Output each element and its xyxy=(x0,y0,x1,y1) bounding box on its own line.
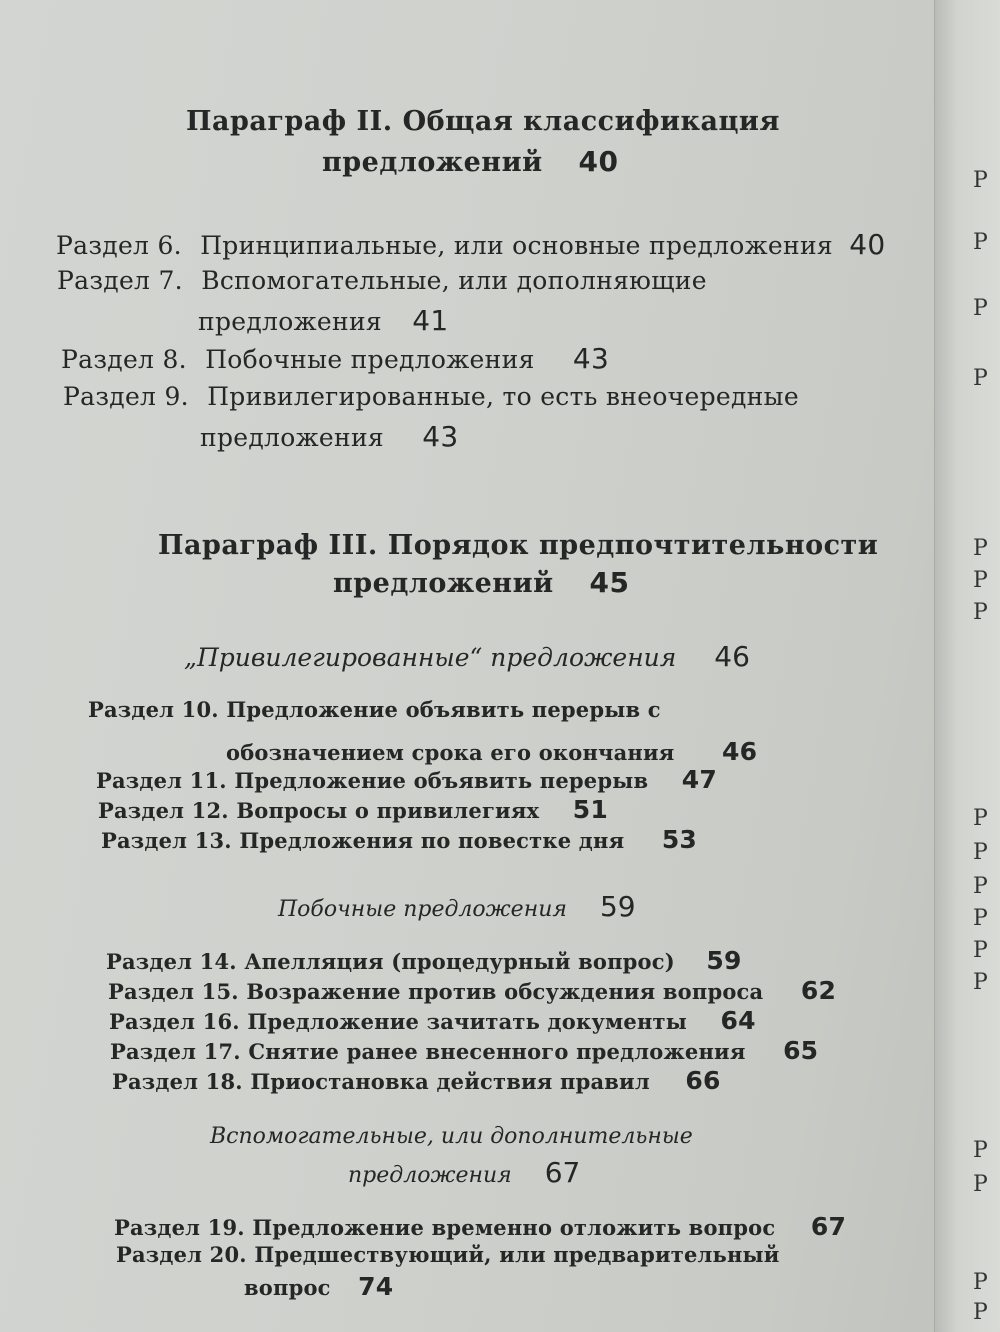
section-title: Вопросы о привилегиях xyxy=(236,798,540,823)
paragraph-3-heading xyxy=(158,530,878,561)
facing-page-letter: Р xyxy=(973,1270,988,1295)
group-page: 59 xyxy=(599,890,636,923)
section-title: Принципиальные, или основные предложения xyxy=(200,231,833,260)
facing-page-letter: Р xyxy=(973,568,988,593)
facing-page-letter: Р xyxy=(973,874,988,899)
facing-page-letter: Р xyxy=(973,1138,988,1163)
group-title: „Привилегированные“ предложения xyxy=(184,643,677,672)
section-title: Снятие ранее внесенного предложения xyxy=(248,1039,746,1064)
toc-entry-section-20 xyxy=(116,1242,780,1267)
facing-page-letter: Р xyxy=(973,970,988,995)
section-label: Раздел 11. xyxy=(96,768,227,793)
section-label: Раздел 18. xyxy=(112,1069,243,1094)
section-page: 40 xyxy=(849,228,886,261)
paragraph-2-title: Параграф II. Общая классификация xyxy=(186,106,780,137)
facing-page-letter: Р xyxy=(973,938,988,963)
section-label: Раздел 20. xyxy=(116,1242,247,1267)
group-page: 67 xyxy=(544,1156,581,1189)
section-page: 47 xyxy=(681,765,717,794)
paragraph-2-title-cont: предложений xyxy=(322,147,543,178)
facing-page-edge xyxy=(934,0,1000,1332)
paragraph-2-heading xyxy=(186,106,780,137)
section-page: 43 xyxy=(422,420,459,453)
section-title-cont: обозначением срока его окончания xyxy=(226,740,675,765)
toc-entry-section-16 xyxy=(109,1006,756,1035)
section-title: Предложение временно отложить вопрос xyxy=(252,1215,776,1240)
section-label: Раздел 16. xyxy=(109,1009,240,1034)
toc-entry-section-14 xyxy=(106,946,742,975)
section-page: 62 xyxy=(800,976,837,1005)
facing-page-letter: Р xyxy=(973,536,988,561)
paragraph-3-page: 45 xyxy=(589,566,630,599)
section-title: Приостановка действия правил xyxy=(250,1069,650,1094)
section-page: 46 xyxy=(722,737,758,766)
toc-entry-section-20-cont xyxy=(244,1272,393,1301)
group-heading-privileged xyxy=(184,640,750,673)
section-title-cont: вопрос xyxy=(244,1275,331,1300)
section-title: Побочные предложения xyxy=(205,345,535,374)
facing-page-letter: Р xyxy=(973,906,988,931)
toc-entry-section-8 xyxy=(61,342,609,375)
group-title-cont: предложения xyxy=(348,1163,512,1188)
section-page: 41 xyxy=(412,304,449,337)
section-label: Раздел 12. xyxy=(98,798,229,823)
toc-entry-section-6 xyxy=(56,228,885,261)
section-label: Раздел 7. xyxy=(57,266,183,295)
toc-entry-section-13 xyxy=(101,825,697,854)
section-label: Раздел 8. xyxy=(61,345,187,374)
group-page: 46 xyxy=(714,640,750,673)
toc-entry-section-15 xyxy=(108,976,836,1005)
section-title: Привилегированные, то есть внеочередные xyxy=(207,382,799,411)
section-title: Предложение зачитать документы xyxy=(247,1009,687,1034)
group-heading-incidental xyxy=(278,890,636,923)
section-title: Предложение объявить перерыв xyxy=(234,768,649,793)
facing-page-letter: Р xyxy=(973,1172,988,1197)
section-title: Вспомогательные, или дополняющие xyxy=(201,266,707,295)
section-title-cont: предложения xyxy=(200,423,384,452)
section-page: 74 xyxy=(358,1272,394,1301)
section-label: Раздел 17. xyxy=(110,1039,241,1064)
toc-entry-section-11 xyxy=(96,765,717,794)
facing-page-letter: Р xyxy=(973,296,988,321)
section-title-cont: предложения xyxy=(198,307,382,336)
toc-entry-section-17 xyxy=(110,1036,818,1065)
section-label: Раздел 10. xyxy=(88,697,219,722)
toc-entry-section-10 xyxy=(88,697,661,722)
section-label: Раздел 13. xyxy=(101,828,232,853)
section-title: Предложения по повестке дня xyxy=(239,828,625,853)
facing-page-letter: Р xyxy=(973,840,988,865)
paragraph-3-title: Параграф III. Порядок предпочтительности xyxy=(158,530,879,561)
toc-entry-section-19 xyxy=(114,1212,846,1241)
section-label: Раздел 6. xyxy=(56,231,182,260)
facing-page-letter: Р xyxy=(973,168,988,193)
facing-page-letter: Р xyxy=(973,366,988,391)
section-page: 51 xyxy=(572,795,608,824)
toc-entry-section-9 xyxy=(63,382,799,411)
facing-page-letter: Р xyxy=(973,1300,988,1325)
section-title: Возражение против обсуждения вопроса xyxy=(246,979,764,1004)
toc-entry-section-7 xyxy=(57,266,707,295)
paragraph-3-title-cont: предложений xyxy=(333,568,554,599)
section-title: Предложение объявить перерыв с xyxy=(226,697,661,722)
section-page: 64 xyxy=(720,1006,756,1035)
group-heading-subsidiary-line2 xyxy=(348,1156,580,1189)
paragraph-3-heading-line2 xyxy=(333,566,630,599)
group-title: Побочные предложения xyxy=(278,897,567,922)
section-page: 53 xyxy=(661,825,698,854)
group-title: Вспомогательные, или дополнительные xyxy=(210,1124,693,1149)
paragraph-2-heading-line2 xyxy=(322,145,619,178)
section-page: 66 xyxy=(685,1066,721,1095)
section-label: Раздел 19. xyxy=(114,1215,245,1240)
section-page: 67 xyxy=(810,1212,847,1241)
section-page: 65 xyxy=(783,1036,819,1065)
section-title: Апелляция (процедурный вопрос) xyxy=(244,949,675,974)
toc-entry-section-9-cont xyxy=(200,420,458,453)
section-label: Раздел 9. xyxy=(63,382,189,411)
section-label: Раздел 15. xyxy=(108,979,239,1004)
facing-page-letter: Р xyxy=(973,806,988,831)
group-heading-subsidiary xyxy=(210,1124,693,1149)
facing-page-letter: Р xyxy=(973,600,988,625)
section-page: 59 xyxy=(706,946,742,975)
toc-entry-section-7-cont xyxy=(198,304,448,337)
section-title: Предшествующий, или предварительный xyxy=(254,1242,780,1267)
toc-entry-section-18 xyxy=(112,1066,721,1095)
paragraph-2-page: 40 xyxy=(578,145,619,178)
facing-page-letter: Р xyxy=(973,230,988,255)
toc-entry-section-12 xyxy=(98,795,608,824)
section-label: Раздел 14. xyxy=(106,949,237,974)
section-page: 43 xyxy=(572,342,610,375)
toc-entry-section-10-cont xyxy=(226,737,757,766)
